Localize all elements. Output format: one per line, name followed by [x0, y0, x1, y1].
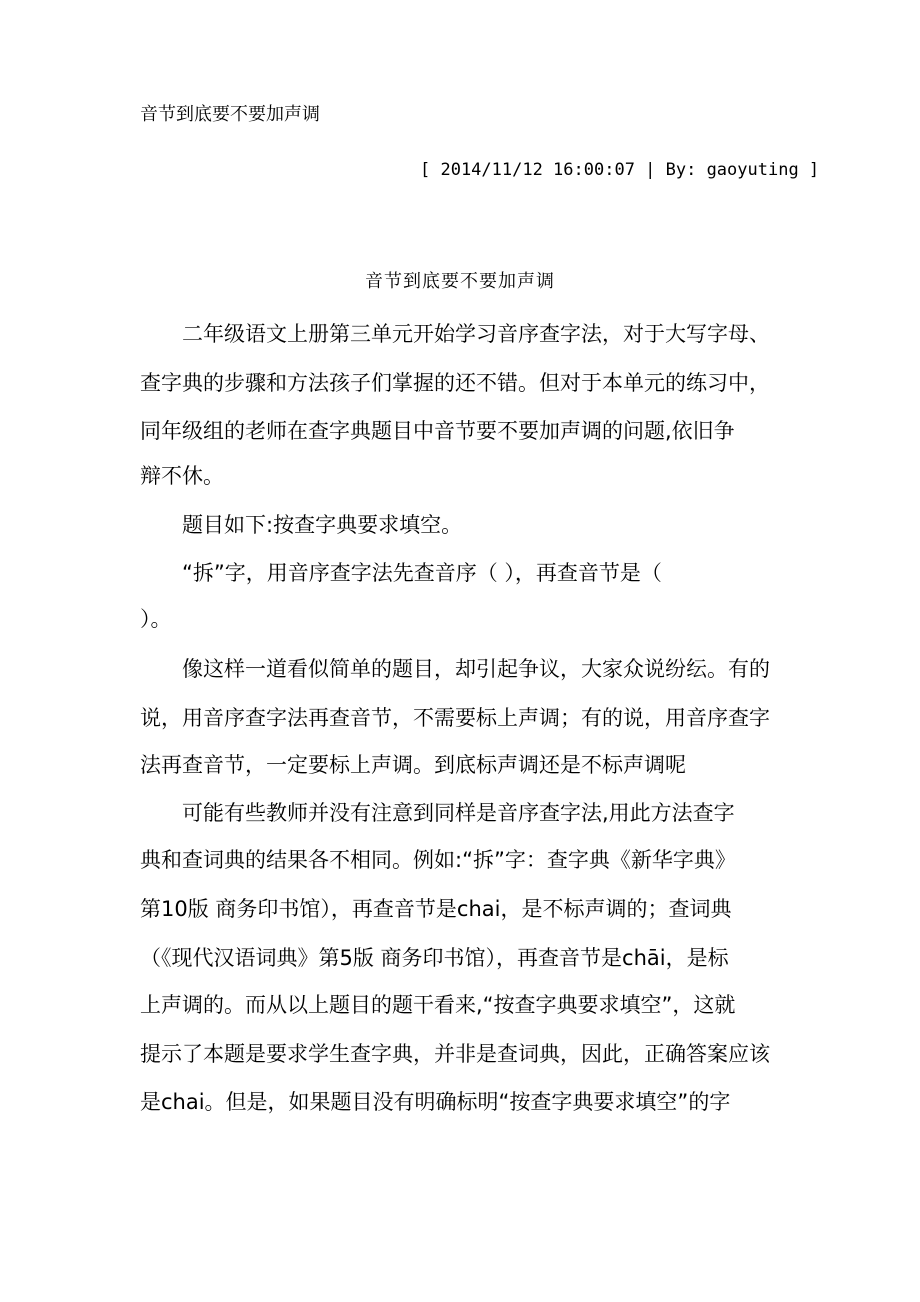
paragraph-line: 查字典的步骤和方法孩子们掌握的还不错。但对于本单元的练习中， — [140, 371, 770, 395]
paragraph-line: “拆”字，用音序查字法先查音序（ ），再查音节是（ — [182, 561, 662, 585]
paragraph-line: 说，用音序查字法再查音节，不需要标上声调；有的说，用音序查字 — [140, 706, 770, 730]
paragraph-line: 题目如下:按查字典要求填空。 — [182, 513, 463, 537]
paragraph-line: 二年级语文上册第三单元开始学习音序查字法，对于大写字母、 — [182, 322, 770, 346]
paragraph-line: 第10版 商务印书馆），再查音节是chai，是不标声调的；查词典 — [140, 897, 732, 921]
article-title: 音节到底要不要加声调 — [365, 271, 555, 292]
paragraph-line: 可能有些教师并没有注意到同样是音序查字法,用此方法查字 — [182, 801, 735, 825]
paragraph-line: 提示了本题是要求学生查字典，并非是查词典，因此，正确答案应该 — [140, 1042, 770, 1066]
paragraph-line: 像这样一道看似简单的题目，却引起争议，大家众说纷纭。有的 — [182, 657, 770, 681]
post-meta: [ 2014/11/12 16:00:07 | By: gaoyuting ] — [420, 160, 820, 180]
paragraph-line: 上声调的。而从以上题目的题干看来,“按查字典要求填空”，这就 — [140, 993, 736, 1017]
header-title: 音节到底要不要加声调 — [140, 104, 320, 125]
paragraph-line: 典和查词典的结果各不相同。例如:“拆”字：查字典《新华字典》 — [140, 848, 736, 872]
paragraph-line: 是chai。但是，如果题目没有明确标明“按查字典要求填空”的字 — [140, 1090, 731, 1114]
paragraph-line: 法再查音节，一定要标上声调。到底标声调还是不标声调呢 — [140, 753, 686, 777]
paragraph-line: （《现代汉语词典》第5版 商务印书馆），再查音节是chāi，是标 — [140, 946, 729, 970]
paragraph-line: ）。 — [140, 607, 172, 631]
paragraph-line: 辩不休。 — [140, 464, 224, 488]
paragraph-line: 同年级组的老师在查字典题目中音节要不要加声调的问题,依旧争 — [140, 419, 735, 443]
